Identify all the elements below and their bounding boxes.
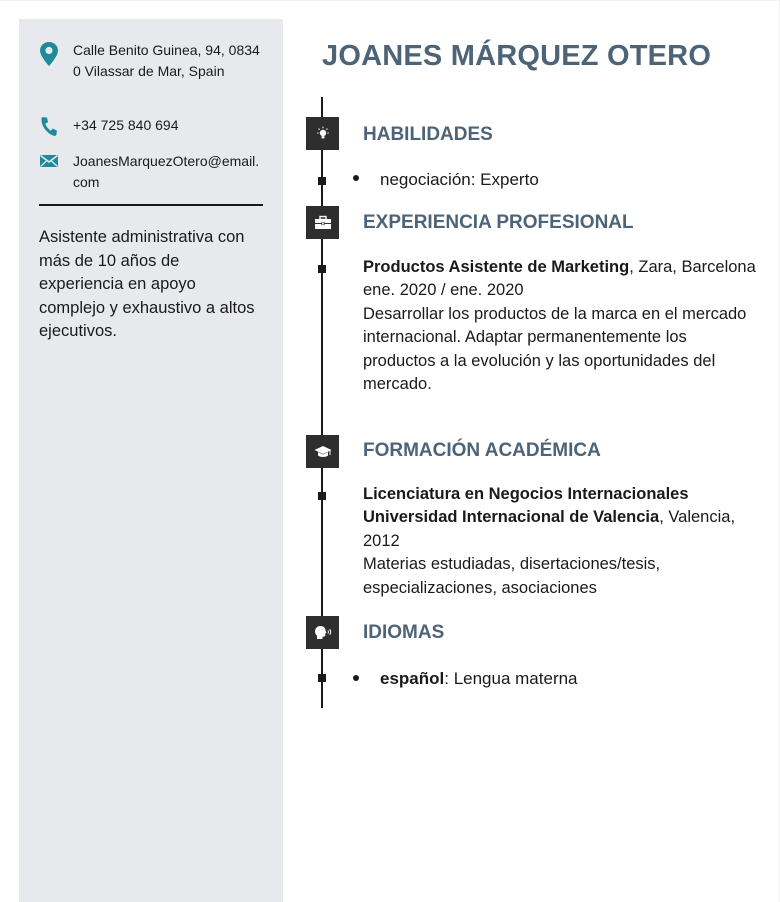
address-text: Calle Benito Guinea, 94, 08340 Vilassar de Mar, Spain	[73, 42, 260, 79]
section-title-skills: HABILIDADES	[363, 124, 493, 145]
timeline-marker	[318, 674, 326, 682]
bullet	[353, 675, 359, 681]
page-edge	[0, 0, 780, 1]
envelope-icon	[39, 153, 59, 175]
job-position: Productos Asistente de Marketing	[363, 258, 630, 276]
phone-text: +34 725 840 694	[73, 117, 179, 133]
job-location: , Zara, Barcelona	[629, 258, 756, 276]
education-degree: Licenciatura en Negocios Internacionales	[363, 485, 689, 503]
education-entry	[363, 483, 763, 600]
job-description: Desarrollar los productos de la marca en el mercado internacional. Adaptar permanentemente los productos a la evolución y las oportunidades del mercado.	[363, 304, 747, 394]
language-name: español	[380, 669, 445, 688]
sidebar-divider	[39, 204, 263, 206]
speaking-head-icon	[306, 616, 339, 649]
email-text: JoanesMarquezOtero@email.com	[73, 153, 260, 190]
timeline-marker	[318, 492, 326, 500]
language-level: : Lengua materna	[444, 669, 578, 688]
skill-item: negociación: Experto	[380, 170, 539, 189]
graduation-cap-icon	[306, 435, 339, 468]
location-pin-icon	[39, 41, 59, 63]
bullet	[353, 175, 359, 181]
education-details: Materias estudiadas, disertaciones/tesis, especializaciones, asociaciones	[363, 555, 661, 597]
briefcase-icon	[306, 206, 339, 239]
sidebar	[19, 19, 283, 902]
education-school: Universidad Internacional de Valencia	[363, 508, 660, 527]
profile-summary: Asistente administrativa con más de 10 años de experiencia en apoyo complejo y exhaustivo a altos ejecutivos.	[39, 228, 255, 340]
lightbulb-icon	[306, 117, 339, 150]
timeline-marker	[318, 177, 326, 185]
timeline-marker	[318, 265, 326, 273]
job-dates: ene. 2020 / ene. 2020	[363, 281, 524, 300]
candidate-name: JOANES MÁRQUEZ OTERO	[322, 40, 712, 72]
section-title-experience: EXPERIENCIA PROFESIONAL	[363, 212, 634, 233]
phone-icon	[39, 116, 59, 138]
language-item	[380, 667, 760, 690]
job-entry	[363, 256, 761, 396]
section-title-languages: IDIOMAS	[363, 622, 445, 643]
section-title-education: FORMACIÓN ACADÉMICA	[363, 440, 601, 461]
education-location-year: , Valencia, 2012	[363, 508, 736, 550]
